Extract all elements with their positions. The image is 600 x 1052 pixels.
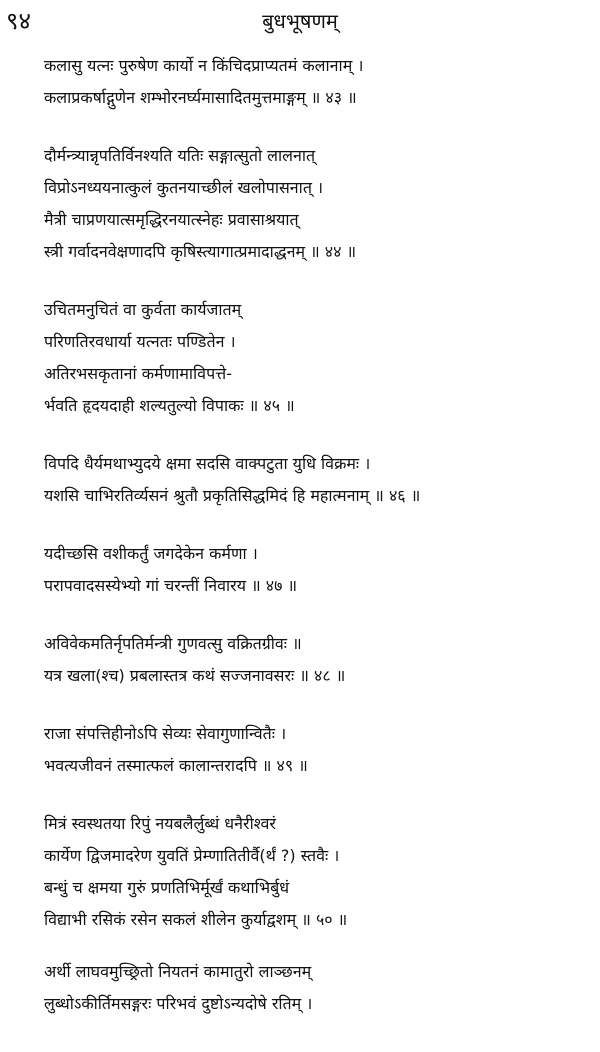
verse-line: मित्रं स्वस्थतया रिपुं नयबलैर्लुब्धं धनैरीश्वरं [44, 814, 276, 833]
verse-line: स्त्री गर्वादनवेक्षणादपि कृषिस्त्यागात्प्रमादाद्धनम् ॥ ४४ ॥ [44, 242, 357, 261]
verse-45 [44, 294, 594, 422]
verse-line: अतिरभसकृतानां कर्मणामाविपत्ते- [44, 364, 232, 383]
verse-48 [44, 628, 594, 692]
page-header [0, 4, 600, 38]
verse-49 [44, 718, 594, 782]
verse-line: राजा संपत्तिहीनोऽपि सेव्यः सेवागुणान्वितैः । [44, 724, 287, 743]
verse-line: लुब्धोऽकीर्तिमसङ्गरः परिभवं दुष्टोऽन्यदोषे रतिम् । [44, 994, 313, 1013]
verse-line: यत्र खला(श्च) प्रबलास्तत्र कथं सज्जनावसरः ॥ ४८ ॥ [44, 666, 346, 685]
verse-line: विप्रोऽनध्ययनात्कुलं कुतनयाच्छीलं खलोपासनात् । [44, 178, 324, 197]
verse-line: परिणतिरवधार्या यत्नतः पण्डितेन । [44, 332, 236, 351]
verse-51-partial [44, 956, 594, 1020]
verse-line: अविवेकमतिर्नृपतिर्मन्त्री गुणवत्सु वक्रितग्रीवः ॥ [44, 634, 302, 653]
verse-line: परापवादसस्येभ्यो गां चरन्तीं निवारय ॥ ४७ ॥ [44, 576, 298, 595]
verse-47 [44, 538, 594, 602]
verse-line: र्भवति हृदयदाही शल्यतुल्यो विपाकः ॥ ४५ ॥ [44, 396, 295, 415]
verse-line: बन्धुं च क्षमया गुरुं प्रणतिभिर्मूर्खं कथाभिर्बुधं [44, 878, 290, 897]
verse-line: यशसि चाभिरतिर्व्यसनं श्रुतौ प्रकृतिसिद्धमिदं हि महात्मनाम् ॥ ४६ ॥ [44, 486, 421, 505]
verse-43 [44, 50, 594, 114]
verse-46 [44, 448, 594, 512]
page-number: ९४ [6, 7, 31, 35]
verse-line: अर्थी लाघवमुच्छ्रितो नियतनं कामातुरो लाञ्छनम् [44, 962, 312, 981]
verse-line: कलाप्रकर्षाद्गुणेन शम्भोरनर्घ्यमासादितमुत्तमाङ्गम् ॥ ४३ ॥ [44, 88, 357, 107]
verse-line: मैत्री चाप्रणयात्समृद्धिरनयात्स्नेहः प्रवासाश्रयात् [44, 210, 299, 229]
verse-line: यदीच्छसि वशीकर्तुं जगदेकेन कर्मणा । [44, 544, 258, 563]
verse-line: उचितमनुचितं वा कुर्वता कार्यजातम् [44, 300, 242, 319]
verse-list [44, 50, 594, 1020]
verse-44 [44, 140, 594, 268]
verse-line: विद्याभी रसिकं रसेन सकलं शीलेन कुर्याद्वशम् ॥ ५० ॥ [44, 910, 348, 929]
verse-line: कलासु यत्नः पुरुषेण कार्यो न किंचिदप्राप्यतमं कलानाम् । [44, 56, 364, 75]
verse-line: भवत्यजीवनं तस्मात्फलं कालान्तरादपि ॥ ४९ ॥ [44, 756, 308, 775]
running-title: बुधभूषणम् [262, 9, 338, 33]
verse-line: विपदि धैर्यमथाभ्युदये क्षमा सदसि वाक्पटुता युधि विक्रमः । [44, 454, 371, 473]
verse-line: दौर्मन्त्र्यान्नृपतिर्विनश्यति यतिः सङ्गात्सुतो लालनात् [44, 146, 316, 165]
verse-50 [44, 808, 594, 936]
verse-line: कार्येण द्विजमादरेण युवतिं प्रेम्णातितीर्वै(र्थं ?) स्तवैः । [44, 846, 340, 865]
